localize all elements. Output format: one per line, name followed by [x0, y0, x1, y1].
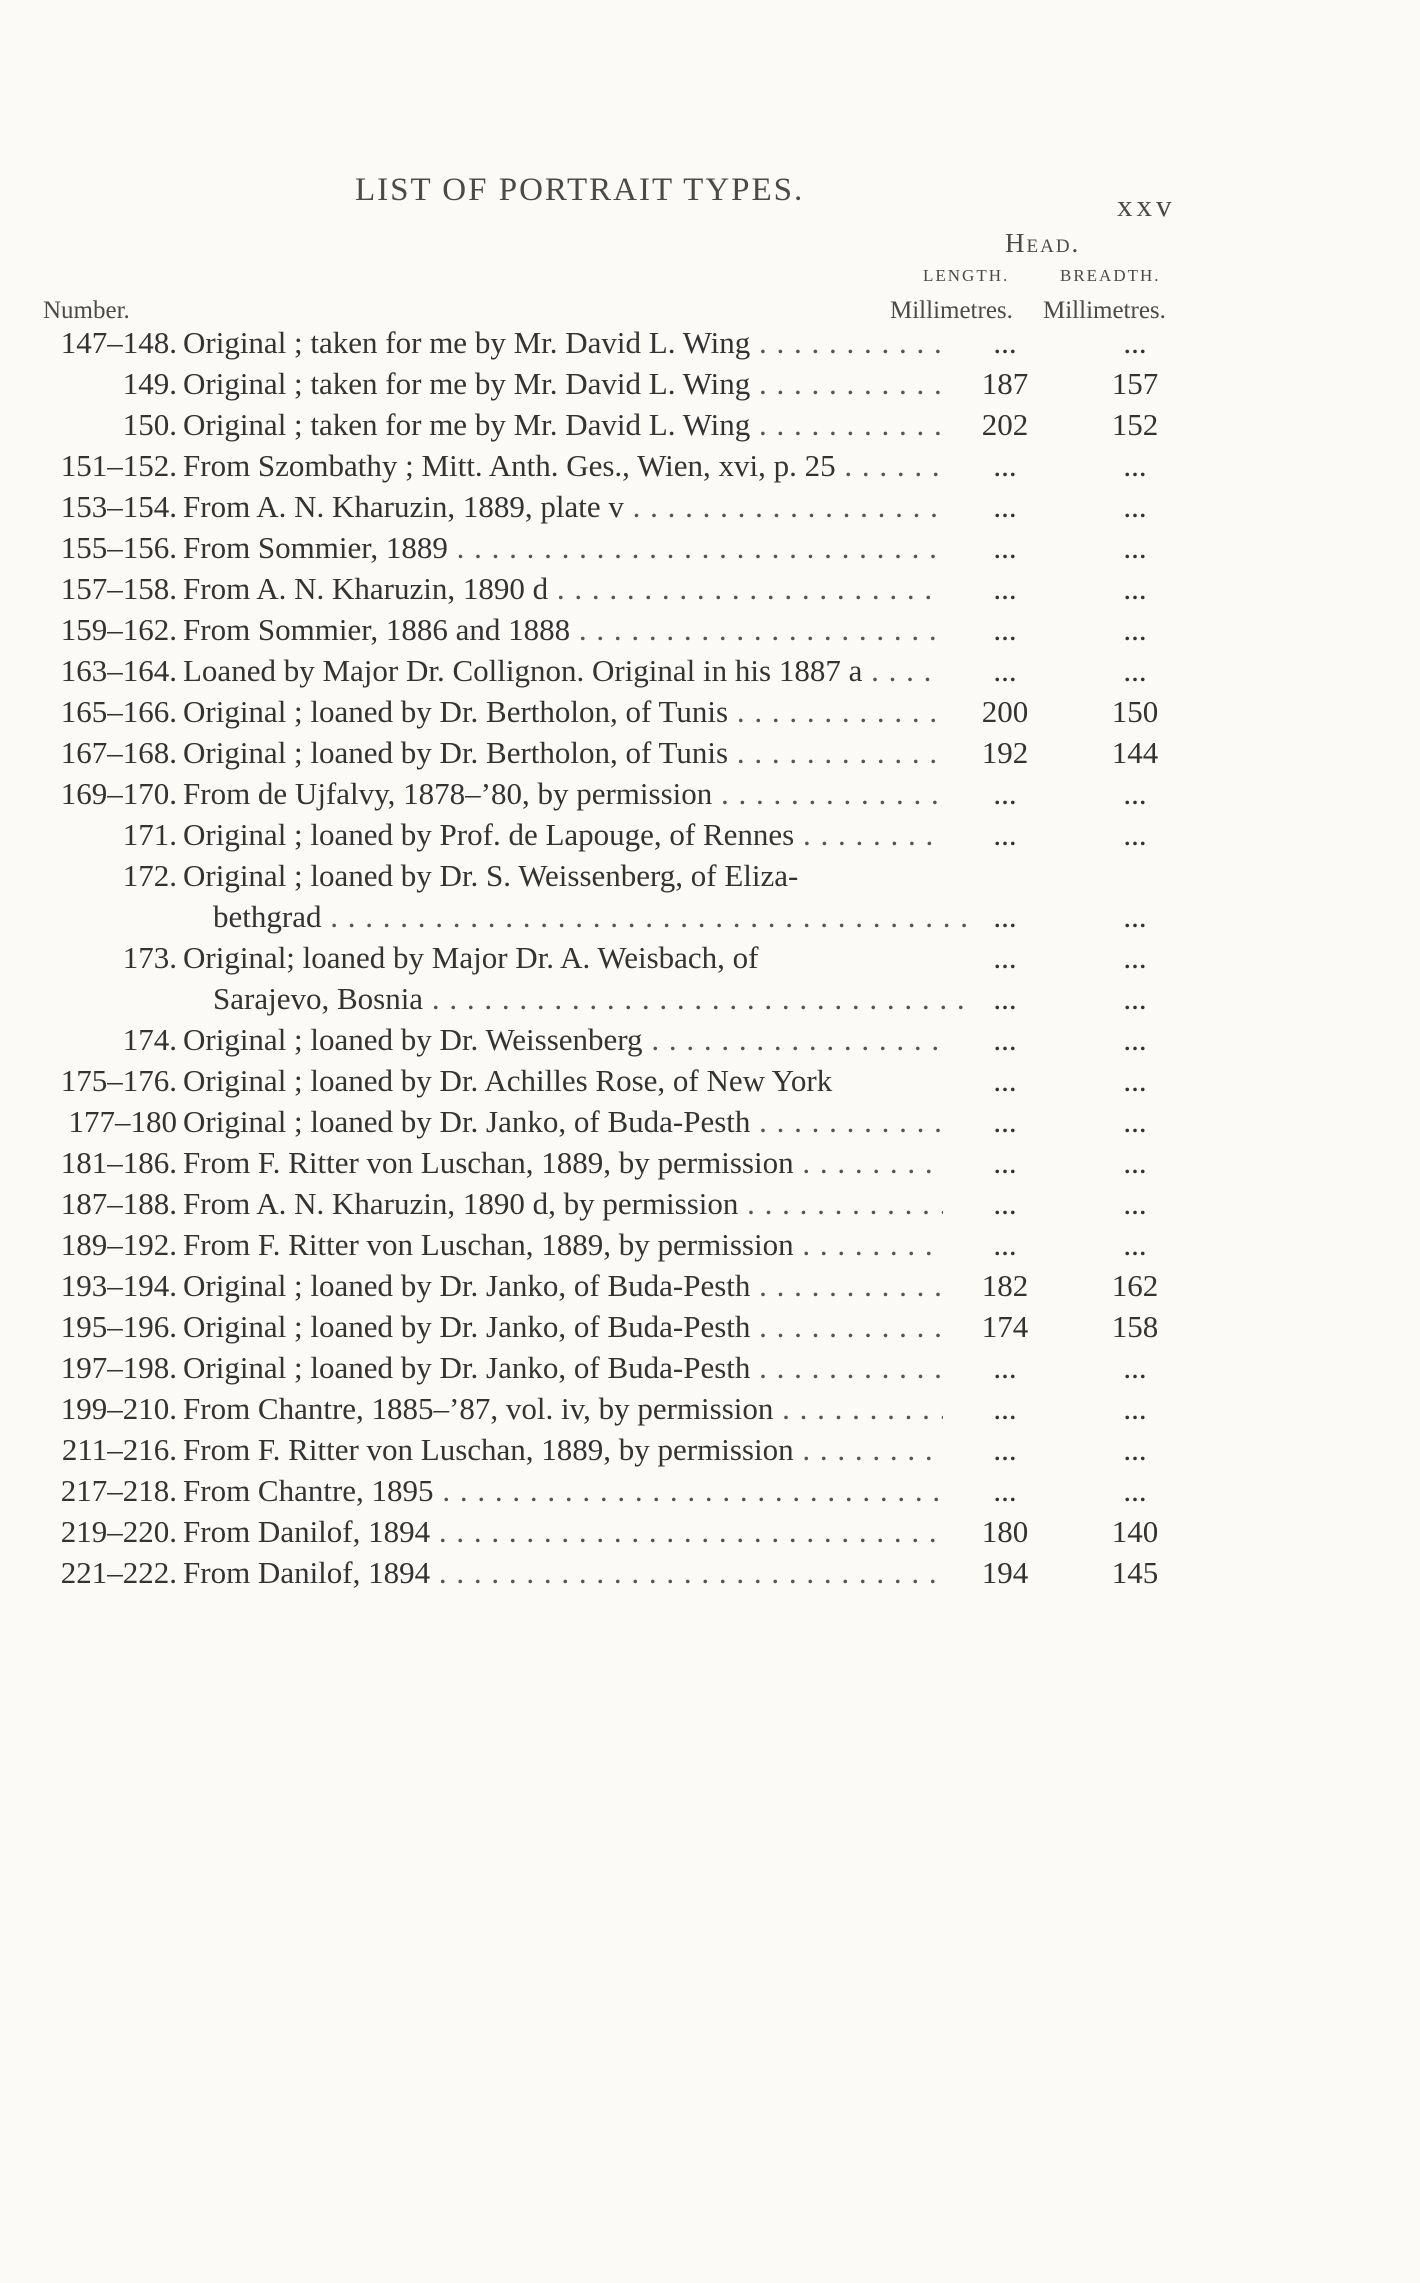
table-row — [0, 322, 1420, 363]
table-row — [0, 1019, 1420, 1060]
row-breadth: 152 — [1111, 407, 1159, 442]
row-number: 165–166. — [60, 694, 177, 729]
table-row — [0, 1470, 1420, 1511]
table-row — [0, 609, 1420, 650]
row-number: 163–164. — [60, 653, 177, 688]
length-subheader: LENGTH. — [923, 266, 1010, 285]
row-number: 211–216. — [61, 1432, 177, 1467]
row-breadth: 157 — [1111, 366, 1159, 401]
row-description: Original ; loaned by Dr. Janko, of Buda-Pesth . . . — [183, 1101, 943, 1142]
row-breadth: ... — [1123, 940, 1147, 975]
row-breadth: ... — [1123, 612, 1147, 647]
row-breadth: ... — [1123, 1186, 1147, 1221]
table-row — [0, 814, 1420, 855]
table-row — [0, 691, 1420, 732]
row-number: 217–218. — [60, 1473, 177, 1508]
row-breadth: 150 — [1111, 694, 1159, 729]
row-breadth: ... — [1123, 776, 1147, 811]
breadth-subheader: BREADTH. — [1060, 266, 1161, 285]
row-number: 193–194. — [60, 1268, 177, 1303]
row-length: ... — [993, 1432, 1017, 1467]
row-length: 194 — [981, 1555, 1029, 1590]
row-number: 221–222. — [60, 1555, 177, 1590]
row-breadth: ... — [1123, 899, 1147, 934]
row-number: 199–210. — [60, 1391, 177, 1426]
table-row — [0, 1142, 1420, 1183]
page-title: LIST OF PORTRAIT TYPES. — [355, 172, 805, 208]
row-breadth: ... — [1123, 571, 1147, 606]
row-description: From Sommier, 1886 and 1888 . . . — [183, 609, 943, 650]
row-length: 187 — [981, 366, 1029, 401]
row-breadth: ... — [1123, 489, 1147, 524]
table-row — [0, 650, 1420, 691]
table-row — [0, 445, 1420, 486]
table-row — [0, 404, 1420, 445]
table-row — [0, 732, 1420, 773]
table-row — [0, 1552, 1420, 1593]
table-row-continuation — [0, 896, 1420, 937]
row-number: 153–154. — [60, 489, 177, 524]
row-number: 177–180 — [68, 1104, 177, 1139]
table-row — [0, 568, 1420, 609]
row-length: ... — [993, 1063, 1017, 1098]
row-length: ... — [993, 325, 1017, 360]
row-description: bethgrad . . . — [213, 896, 973, 937]
table-row — [0, 1429, 1420, 1470]
row-breadth: ... — [1123, 981, 1147, 1016]
length-unit-header: Millimetres. — [890, 297, 1013, 324]
row-length: ... — [993, 653, 1017, 688]
table-row — [0, 363, 1420, 404]
row-number: 147–148. — [60, 325, 177, 360]
table-row — [0, 486, 1420, 527]
row-description: From Chantre, 1885–’87, vol. iv, by permission . . . — [183, 1388, 943, 1429]
head-column-title: Head. — [1005, 228, 1081, 258]
row-breadth: 144 — [1111, 735, 1159, 770]
row-length: 180 — [981, 1514, 1029, 1549]
row-description: From F. Ritter von Luschan, 1889, by permission . . . — [183, 1142, 943, 1183]
row-number: 219–220. — [60, 1514, 177, 1549]
row-length: ... — [993, 530, 1017, 565]
row-breadth: 162 — [1111, 1268, 1159, 1303]
row-breadth: ... — [1123, 653, 1147, 688]
row-breadth: 145 — [1111, 1555, 1159, 1590]
row-number: 197–198. — [60, 1350, 177, 1385]
row-description: From A. N. Kharuzin, 1890 d . . . — [183, 568, 943, 609]
row-length: ... — [993, 448, 1017, 483]
row-length: ... — [993, 1473, 1017, 1508]
row-length: 200 — [981, 694, 1029, 729]
table-row — [0, 1183, 1420, 1224]
table-row — [0, 937, 1420, 978]
row-length: ... — [993, 1227, 1017, 1262]
row-length: ... — [993, 1186, 1017, 1221]
row-description: Original; loaned by Major Dr. A. Weisbach, of — [183, 940, 759, 975]
row-breadth: ... — [1123, 1391, 1147, 1426]
table-row — [0, 1388, 1420, 1429]
row-description: Original ; loaned by Dr. S. Weissenberg, of Eliza- — [183, 858, 799, 893]
row-number: 171. — [122, 817, 177, 852]
number-column-header: Number. — [43, 297, 130, 324]
row-number: 172. — [122, 858, 177, 893]
row-number: 167–168. — [60, 735, 177, 770]
row-description: Original ; loaned by Dr. Janko, of Buda-Pesth . . . — [183, 1265, 943, 1306]
row-breadth: 140 — [1111, 1514, 1159, 1549]
row-length: ... — [993, 776, 1017, 811]
row-description: Sarajevo, Bosnia . . . — [213, 978, 973, 1019]
row-description: From A. N. Kharuzin, 1889, plate v . . . — [183, 486, 943, 527]
table-row — [0, 1306, 1420, 1347]
row-description: From Danilof, 1894 . . . — [183, 1552, 943, 1593]
row-length: ... — [993, 1022, 1017, 1057]
table-row-continuation — [0, 978, 1420, 1019]
row-number: 157–158. — [60, 571, 177, 606]
row-length: ... — [993, 612, 1017, 647]
row-length: ... — [993, 940, 1017, 975]
table-row — [0, 1101, 1420, 1142]
row-breadth: ... — [1123, 1104, 1147, 1139]
row-length: ... — [993, 817, 1017, 852]
row-breadth: ... — [1123, 1432, 1147, 1467]
table-row — [0, 527, 1420, 568]
row-description: Original ; loaned by Dr. Janko, of Buda-Pesth . . . — [183, 1347, 943, 1388]
row-description: From Danilof, 1894 . . . — [183, 1511, 943, 1552]
row-description: Original ; loaned by Dr. Bertholon, of Tunis . . . — [183, 732, 943, 773]
row-breadth: ... — [1123, 1473, 1147, 1508]
table-row — [0, 773, 1420, 814]
table-row — [0, 1224, 1420, 1265]
row-breadth: ... — [1123, 1350, 1147, 1385]
row-number: 173. — [122, 940, 177, 975]
page-number: xxv — [1117, 188, 1176, 223]
row-number: 187–188. — [60, 1186, 177, 1221]
row-breadth: ... — [1123, 325, 1147, 360]
row-length: ... — [993, 489, 1017, 524]
row-breadth: ... — [1123, 530, 1147, 565]
table-row — [0, 1347, 1420, 1388]
row-length: ... — [993, 981, 1017, 1016]
row-length: ... — [993, 1391, 1017, 1426]
row-description: From F. Ritter von Luschan, 1889, by permission . . . — [183, 1429, 943, 1470]
row-description: From Szombathy ; Mitt. Anth. Ges., Wien, xvi, p. 25 . . . — [183, 445, 943, 486]
row-length: ... — [993, 1350, 1017, 1385]
table-row — [0, 855, 1420, 896]
row-description: From de Ujfalvy, 1878–’80, by permission . . . — [183, 773, 943, 814]
table-row — [0, 1511, 1420, 1552]
row-length: ... — [993, 1145, 1017, 1180]
table-row — [0, 1265, 1420, 1306]
table-row — [0, 1060, 1420, 1101]
row-number: 195–196. — [60, 1309, 177, 1344]
row-number: 150. — [122, 407, 177, 442]
row-length: ... — [993, 899, 1017, 934]
row-description: Original ; loaned by Dr. Janko, of Buda-Pesth . . . — [183, 1306, 943, 1347]
row-description: Original ; taken for me by Mr. David L. Wing . . . — [183, 322, 943, 363]
row-breadth: ... — [1123, 817, 1147, 852]
row-description: Original ; loaned by Prof. de Lapouge, of Rennes . . . — [183, 814, 943, 855]
row-breadth: ... — [1123, 1145, 1147, 1180]
row-description: Original ; taken for me by Mr. David L. Wing . . . — [183, 363, 943, 404]
row-breadth: ... — [1123, 1063, 1147, 1098]
row-number: 151–152. — [60, 448, 177, 483]
row-number: 149. — [122, 366, 177, 401]
row-length: ... — [993, 1104, 1017, 1139]
row-description: Original ; loaned by Dr. Bertholon, of Tunis . . . — [183, 691, 943, 732]
row-breadth: ... — [1123, 1022, 1147, 1057]
row-breadth: ... — [1123, 1227, 1147, 1262]
row-length: 192 — [981, 735, 1029, 770]
portrait-types-table — [0, 322, 1420, 1593]
row-description: From Sommier, 1889 . . . — [183, 527, 943, 568]
row-breadth: ... — [1123, 448, 1147, 483]
row-length: 182 — [981, 1268, 1029, 1303]
row-number: 181–186. — [60, 1145, 177, 1180]
row-length: 202 — [981, 407, 1029, 442]
breadth-unit-header: Millimetres. — [1043, 297, 1166, 324]
row-description: From F. Ritter von Luschan, 1889, by permission . . . — [183, 1224, 943, 1265]
row-description: From Chantre, 1895 . . . — [183, 1470, 943, 1511]
row-description: Original ; taken for me by Mr. David L. Wing . . . — [183, 404, 943, 445]
row-length: 174 — [981, 1309, 1029, 1344]
row-number: 159–162. — [60, 612, 177, 647]
row-breadth: 158 — [1111, 1309, 1159, 1344]
row-number: 174. — [122, 1022, 177, 1057]
row-description: Original ; loaned by Dr. Weissenberg . . . — [183, 1019, 943, 1060]
row-description: From A. N. Kharuzin, 1890 d, by permission . . . — [183, 1183, 943, 1224]
row-number: 155–156. — [60, 530, 177, 565]
row-description: Loaned by Major Dr. Collignon. Original in his 1887 a . . . — [183, 650, 943, 691]
row-number: 189–192. — [60, 1227, 177, 1262]
row-number: 169–170. — [60, 776, 177, 811]
row-number: 175–176. — [60, 1063, 177, 1098]
row-length: ... — [993, 571, 1017, 606]
row-description: Original ; loaned by Dr. Achilles Rose, of New York — [183, 1063, 833, 1098]
